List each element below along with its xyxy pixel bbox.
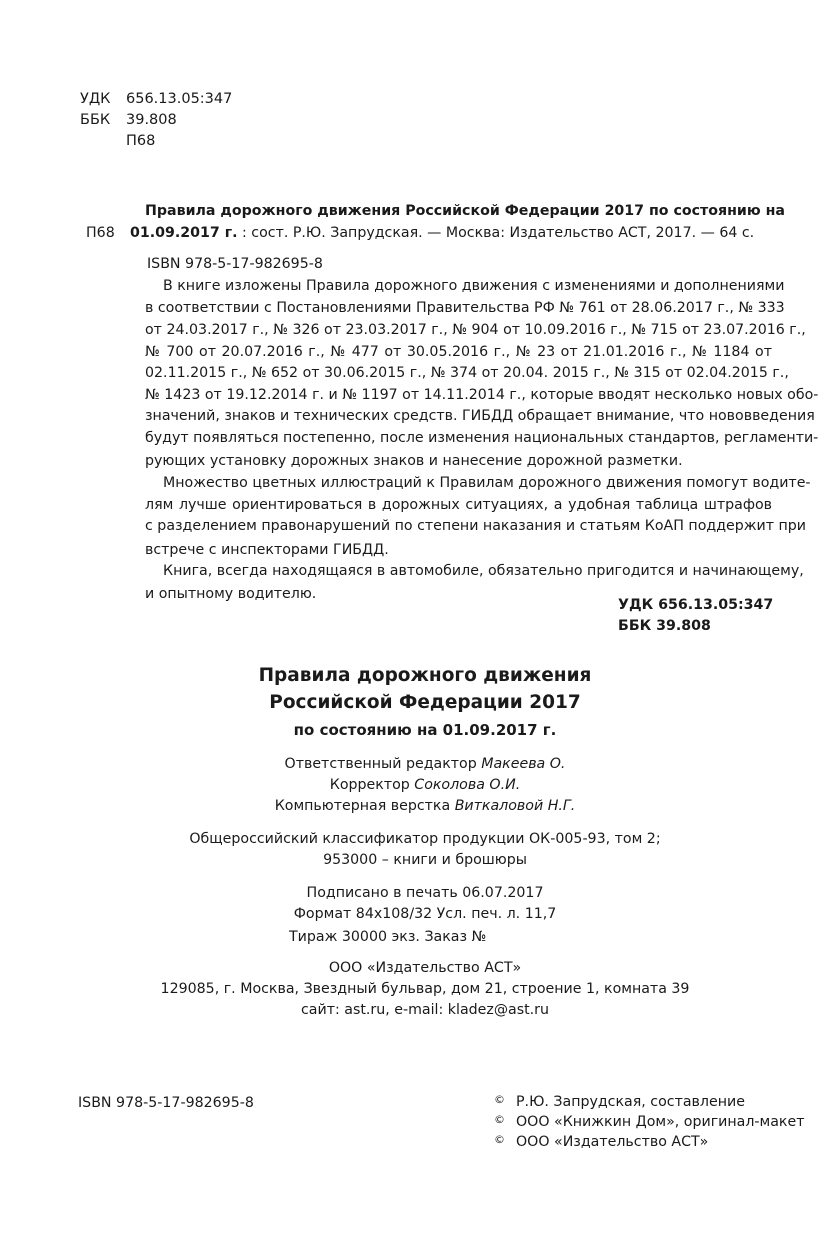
bbk-label: ББК (80, 112, 111, 128)
layout-name: Виткаловой Н.Г. (454, 798, 576, 814)
copyright-text: Р.Ю. Запрудская, составление (516, 1094, 745, 1110)
layout-label: Компьютерная верстка (274, 798, 451, 814)
copyright-line-1 (494, 1093, 745, 1110)
imprint-title-2: Российской Федерации 2017 (269, 692, 581, 713)
editor-name: Макеева О. (481, 756, 566, 772)
annotation-bbk: ББК 39.808 (618, 618, 711, 634)
annotation-line: рующих установку дорожных знаков и нанесение дорожной разметки. (145, 453, 683, 469)
copyright-icon: © (494, 1113, 505, 1126)
catalog-date: 01.09.2017 г. (130, 225, 238, 241)
annotation-line: будут появляться постепенно, после изменения национальных стандартов, регламенти- (145, 430, 819, 446)
imprint-title-1: Правила дорожного движения (258, 665, 592, 686)
annotation-line: № 700 от 20.07.2016 г., № 477 от 30.05.2016 г., № 23 от 21.01.2016 г., № 1184 от (145, 344, 772, 360)
annotation-line: В книге изложены Правила дорожного движения с изменениями и дополнениями (163, 278, 785, 294)
copyright-icon: © (494, 1133, 505, 1146)
copyright-text: ООО «Книжкин Дом», оригинал-макет (516, 1114, 805, 1130)
catalog-title-line1: Правила дорожного движения Российской Федерации 2017 по состоянию на (145, 203, 785, 219)
annotation-line: № 1423 от 19.12.2014 г. и № 1197 от 14.11.2014 г., которые вводят несколько новых обо- (145, 387, 819, 403)
footer-isbn: ISBN 978-5-17-982695-8 (78, 1095, 254, 1111)
catalog-title-line2 (130, 223, 754, 245)
format-line: Формат 84х108/32 Усл. печ. л. 11,7 (293, 906, 557, 922)
annotation-udk: УДК 656.13.05:347 (618, 597, 774, 613)
annotation-line: и опытному водителю. (145, 586, 317, 602)
editor-line (0, 756, 827, 772)
annotation-line: 02.11.2015 г., № 652 от 30.06.2015 г., № 374 от 20.04. 2015 г., № 315 от 02.04.2015 г., (145, 365, 789, 381)
site-line: сайт: ast.ru, e-mail: kladez@ast.ru (300, 1002, 549, 1018)
udk-value: 656.13.05:347 (126, 91, 233, 107)
udk-line (80, 89, 232, 110)
annotation-line: в соответствии с Постановлениями Правительства РФ № 761 от 28.06.2017 г., № 333 (145, 300, 785, 316)
annotation-line: значений, знаков и технических средств. ГИБДД обращает внимание, что нововведения (145, 408, 815, 424)
imprint-title-3: по состоянию на 01.09.2017 г. (293, 721, 557, 739)
bbk-line (80, 110, 177, 131)
corrector-line (0, 777, 827, 793)
annotation-line: встрече с инспекторами ГИБДД. (145, 542, 389, 558)
layout-line (0, 798, 827, 814)
publisher-line: ООО «Издательство АСТ» (328, 960, 522, 976)
annotation-line: лям лучше ориентироваться в дорожных ситуациях, а удобная таблица штрафов (145, 497, 772, 513)
author-mark: П68 (126, 133, 156, 149)
copyright-text: ООО «Издательство АСТ» (516, 1134, 709, 1150)
udk-label: УДК (80, 91, 111, 107)
address-line: 129085, г. Москва, Звездный бульвар, дом 21, строение 1, комната 39 (160, 981, 690, 997)
print-run-line: Тираж 30000 экз. Заказ № (289, 929, 487, 945)
annotation-line: Множество цветных иллюстраций к Правилам дорожного движения помогут водите- (163, 475, 811, 491)
bbk-value: 39.808 (126, 112, 177, 128)
editor-label: Ответственный редактор (284, 756, 477, 772)
catalog-isbn: ISBN 978-5-17-982695-8 (147, 256, 323, 272)
okp-line-2: 953000 – книги и брошюры (323, 852, 527, 868)
catalog-mark: П68 (86, 225, 115, 241)
annotation-line: с разделением правонарушений по степени наказания и статьям КоАП поддержит при (145, 518, 807, 534)
copyright-icon: © (494, 1093, 505, 1106)
corrector-name: Соколова О.И. (414, 777, 521, 793)
okp-line-1: Общероссийский классификатор продукции ОК-005-93, том 2; (189, 831, 661, 847)
corrector-label: Корректор (329, 777, 410, 793)
annotation-line: от 24.03.2017 г., № 326 от 23.03.2017 г., № 904 от 10.09.2016 г., № 715 от 23.07.2016 г., (145, 322, 806, 338)
signed-line: Подписано в печать 06.07.2017 (306, 885, 544, 901)
copyright-line-3 (494, 1133, 708, 1150)
copyright-line-2 (494, 1113, 804, 1130)
annotation-line: Книга, всегда находящаяся в автомобиле, обязательно пригодится и начинающему, (163, 563, 804, 579)
catalog-imprint: : сост. Р.Ю. Запрудская. — Москва: Издательство АСТ, 2017. — 64 с. (242, 225, 755, 241)
